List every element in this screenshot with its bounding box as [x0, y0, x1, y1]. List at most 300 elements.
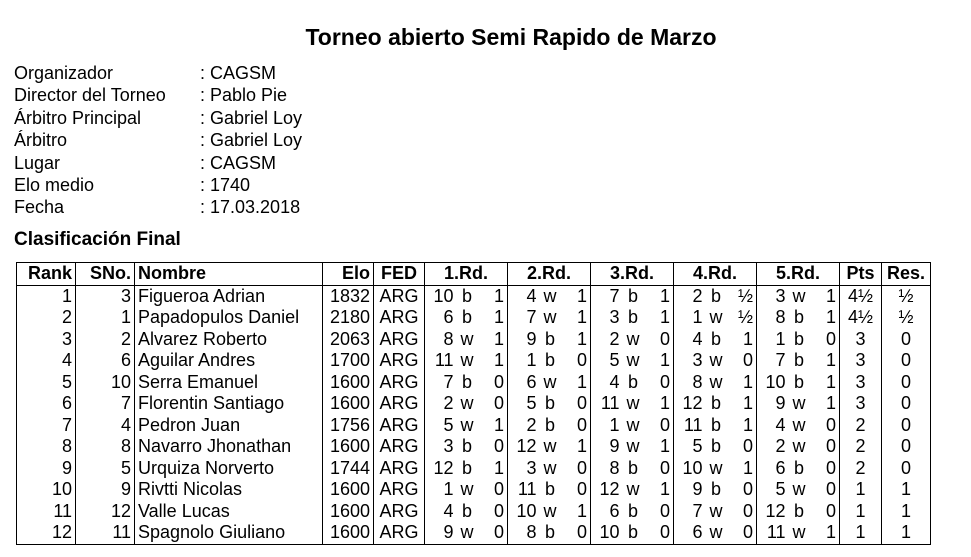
- round-color-cell: w: [543, 436, 557, 457]
- round-result-cell: ½: [737, 285, 753, 306]
- info-value: : CAGSM: [200, 63, 277, 83]
- rank-cell: 11: [17, 501, 76, 523]
- rank-cell: 8: [17, 436, 76, 458]
- round-opponent-cell: 12: [674, 393, 705, 415]
- round-result-cell: 0: [742, 500, 753, 521]
- round-result-cell: 0: [742, 350, 753, 371]
- points-cell: 4½: [840, 307, 882, 329]
- res-cell: 0: [882, 436, 931, 458]
- points-cell: 3: [840, 393, 882, 415]
- round-result-cell: 0: [493, 371, 504, 392]
- fed-cell: ARG: [374, 372, 425, 394]
- fed-cell: ARG: [374, 307, 425, 329]
- round-opponent-cell: 10: [425, 285, 456, 307]
- res-cell: 1: [882, 479, 931, 501]
- info-label: Lugar: [14, 152, 61, 173]
- round-opponent-cell: 5: [757, 479, 788, 501]
- tournament-info: [14, 62, 302, 219]
- round-opponent-cell: 3: [757, 285, 788, 307]
- round-opponent-cell: 10: [757, 372, 788, 394]
- col-header-round: 4.Rd.: [674, 263, 757, 286]
- round-opponent-cell: 7: [425, 372, 456, 394]
- round-opponent-cell: 12: [425, 458, 456, 480]
- rank-cell: 12: [17, 522, 76, 544]
- fed-cell: ARG: [374, 458, 425, 480]
- round-opponent-cell: 1: [591, 415, 622, 437]
- sno-cell: 9: [76, 479, 135, 501]
- points-cell: 3: [840, 329, 882, 351]
- round-color-cell: w: [792, 285, 806, 306]
- rank-cell: 6: [17, 393, 76, 415]
- fed-cell: ARG: [374, 329, 425, 351]
- round-color-cell: w: [543, 457, 557, 478]
- round-result-cell: 1: [659, 285, 670, 306]
- round-color-cell: w: [626, 436, 640, 457]
- rank-cell: 4: [17, 350, 76, 372]
- round-color-cell: b: [793, 500, 804, 521]
- round-color-cell: b: [627, 500, 638, 521]
- round-color-cell: b: [793, 457, 804, 478]
- table-row: [17, 458, 931, 480]
- fed-cell: ARG: [374, 285, 425, 307]
- elo-cell: 1600: [323, 393, 374, 415]
- round-color-cell: b: [710, 414, 721, 435]
- round-opponent-cell: 6: [591, 501, 622, 523]
- round-color-cell: b: [461, 307, 472, 328]
- fed-cell: ARG: [374, 393, 425, 415]
- round-color-cell: w: [543, 500, 557, 521]
- points-cell: 2: [840, 436, 882, 458]
- round-result-cell: 0: [728, 522, 757, 544]
- res-cell: ½: [882, 307, 931, 329]
- sno-cell: 2: [76, 329, 135, 351]
- round-result-cell: 0: [825, 436, 836, 457]
- sno-cell: 1: [76, 307, 135, 329]
- round-color-cell: b: [710, 436, 721, 457]
- round-color-cell: b: [793, 328, 804, 349]
- round-result-cell: 0: [493, 479, 504, 500]
- round-opponent-cell: 4: [757, 415, 788, 437]
- info-label: Árbitro: [14, 130, 68, 151]
- round-color-cell: b: [461, 436, 472, 457]
- sno-cell: 12: [76, 501, 135, 523]
- round-color-cell: w: [460, 328, 474, 349]
- round-opponent-cell: 2: [674, 285, 705, 307]
- elo-cell: 1756: [323, 415, 374, 437]
- info-label: Fecha: [14, 197, 65, 218]
- round-color-cell: w: [543, 285, 557, 306]
- rank-cell: 5: [17, 372, 76, 394]
- round-result-cell: 1: [742, 457, 753, 478]
- sno-cell: 5: [76, 458, 135, 480]
- round-color-cell: b: [793, 371, 804, 392]
- fed-cell: ARG: [374, 415, 425, 437]
- elo-cell: 1600: [323, 501, 374, 523]
- round-opponent-cell: 12: [508, 436, 539, 458]
- round-opponent-cell: 8: [591, 458, 622, 480]
- round-color-cell: b: [544, 479, 555, 500]
- points-cell: 1: [840, 522, 882, 544]
- section-title: Clasificación Final: [14, 229, 181, 250]
- col-header-rank: Rank: [17, 263, 76, 286]
- sno-cell: 3: [76, 285, 135, 307]
- round-color-cell: w: [626, 479, 640, 500]
- info-value: : 17.03.2018: [200, 197, 301, 218]
- round-result-cell: 0: [493, 393, 504, 414]
- round-color-cell: w: [626, 328, 640, 349]
- round-result-cell: 1: [576, 285, 587, 306]
- elo-cell: 1600: [323, 479, 374, 501]
- round-opponent-cell: 4: [591, 372, 622, 394]
- elo-cell: 1744: [323, 458, 374, 480]
- round-result-cell: 1: [659, 436, 670, 457]
- round-result-cell: 0: [659, 414, 670, 435]
- round-opponent-cell: 3: [591, 307, 622, 329]
- player-name-cell: Aguilar Andres: [135, 350, 323, 372]
- col-header-round: 2.Rd.: [508, 263, 591, 286]
- info-row: [14, 84, 302, 106]
- round-result-cell: 1: [659, 393, 670, 414]
- round-opponent-cell: 1: [757, 329, 788, 351]
- round-opponent-cell: 8: [674, 372, 705, 394]
- round-color-cell: b: [544, 350, 555, 371]
- table-row: [17, 436, 931, 458]
- standings-table: [16, 262, 931, 545]
- round-color-cell: w: [460, 393, 474, 414]
- tournament-title: Torneo abierto Semi Rapido de Marzo: [305, 24, 717, 50]
- round-color-cell: b: [539, 522, 562, 544]
- res-cell: 1: [882, 501, 931, 523]
- round-color-cell: w: [792, 436, 806, 457]
- round-color-cell: b: [461, 457, 472, 478]
- round-result-cell: 0: [742, 436, 753, 457]
- round-result-cell: 0: [659, 457, 670, 478]
- elo-cell: 1600: [323, 436, 374, 458]
- round-color-cell: w: [709, 307, 723, 328]
- round-color-cell: b: [627, 371, 638, 392]
- round-opponent-cell: 11: [757, 522, 788, 544]
- round-opponent-cell: 3: [425, 436, 456, 458]
- round-result-cell: 1: [742, 393, 753, 414]
- round-opponent-cell: 10: [591, 522, 622, 544]
- info-label: Organizador: [14, 63, 114, 83]
- round-result-cell: ½: [737, 307, 753, 328]
- round-result-cell: 1: [659, 307, 670, 328]
- points-cell: 2: [840, 458, 882, 480]
- round-color-cell: b: [461, 371, 472, 392]
- round-color-cell: b: [461, 285, 472, 306]
- fed-cell: ARG: [374, 479, 425, 501]
- round-result-cell: 0: [825, 457, 836, 478]
- round-color-cell: b: [627, 307, 638, 328]
- table-header-row: [17, 263, 931, 286]
- round-opponent-cell: 6: [508, 372, 539, 394]
- round-color-cell: w: [543, 307, 557, 328]
- round-color-cell: b: [627, 457, 638, 478]
- info-row: [14, 62, 302, 84]
- round-result-cell: 1: [576, 371, 587, 392]
- res-cell: 1: [882, 522, 931, 544]
- round-result-cell: 1: [493, 307, 504, 328]
- rank-cell: 10: [17, 479, 76, 501]
- round-result-cell: 0: [659, 500, 670, 521]
- player-name-cell: Urquiza Norverto: [135, 458, 323, 480]
- table-row: [17, 501, 931, 523]
- round-opponent-cell: 2: [591, 329, 622, 351]
- round-result-cell: 1: [825, 350, 836, 371]
- elo-cell: 1700: [323, 350, 374, 372]
- round-opponent-cell: 7: [591, 285, 622, 307]
- info-row: [14, 196, 302, 218]
- res-cell: 0: [882, 350, 931, 372]
- round-result-cell: 0: [825, 500, 836, 521]
- round-opponent-cell: 9: [674, 479, 705, 501]
- fed-cell: ARG: [374, 522, 425, 544]
- round-color-cell: w: [709, 457, 723, 478]
- round-result-cell: 1: [825, 371, 836, 392]
- elo-cell: 1600: [323, 522, 374, 544]
- round-opponent-cell: 2: [757, 436, 788, 458]
- table-row: [17, 522, 931, 544]
- round-color-cell: w: [705, 522, 728, 544]
- round-result-cell: 0: [479, 522, 508, 544]
- rank-cell: 9: [17, 458, 76, 480]
- col-header-round: 1.Rd.: [425, 263, 508, 286]
- round-result-cell: 1: [825, 285, 836, 306]
- round-opponent-cell: 10: [508, 501, 539, 523]
- player-name-cell: Florentin Santiago: [135, 393, 323, 415]
- col-header-res: Res.: [882, 263, 931, 286]
- col-header-fed: FED: [374, 263, 425, 286]
- round-color-cell: w: [626, 350, 640, 371]
- player-name-cell: Spagnolo Giuliano: [135, 522, 323, 544]
- res-cell: 0: [882, 415, 931, 437]
- round-opponent-cell: 9: [591, 436, 622, 458]
- round-color-cell: b: [544, 414, 555, 435]
- round-result-cell: 0: [825, 328, 836, 349]
- round-result-cell: 0: [576, 479, 587, 500]
- round-result-cell: 1: [576, 328, 587, 349]
- round-color-cell: w: [460, 479, 474, 500]
- round-result-cell: 1: [493, 457, 504, 478]
- round-opponent-cell: 8: [757, 307, 788, 329]
- points-cell: 4½: [840, 285, 882, 307]
- round-result-cell: 0: [576, 414, 587, 435]
- round-opponent-cell: 11: [508, 479, 539, 501]
- sno-cell: 4: [76, 415, 135, 437]
- round-result-cell: 1: [742, 371, 753, 392]
- round-opponent-cell: 6: [757, 458, 788, 480]
- fed-cell: ARG: [374, 436, 425, 458]
- round-result-cell: 1: [493, 414, 504, 435]
- res-cell: 0: [882, 393, 931, 415]
- rank-cell: 3: [17, 329, 76, 351]
- round-result-cell: 1: [811, 522, 840, 544]
- round-result-cell: 1: [576, 500, 587, 521]
- info-value: : 1740: [200, 175, 251, 196]
- round-result-cell: 0: [742, 479, 753, 500]
- round-color-cell: w: [626, 414, 640, 435]
- res-cell: 0: [882, 329, 931, 351]
- table-row: [17, 479, 931, 501]
- round-result-cell: 0: [493, 436, 504, 457]
- round-color-cell: w: [460, 350, 474, 371]
- res-cell: ½: [882, 285, 931, 307]
- round-result-cell: 0: [825, 479, 836, 500]
- round-color-cell: b: [710, 393, 721, 414]
- rank-cell: 7: [17, 415, 76, 437]
- round-result-cell: 1: [825, 307, 836, 328]
- col-header-elo: Elo: [323, 263, 374, 286]
- round-opponent-cell: 5: [674, 436, 705, 458]
- round-opponent-cell: 12: [757, 501, 788, 523]
- info-value: : Gabriel Loy: [200, 130, 303, 151]
- round-opponent-cell: 2: [508, 415, 539, 437]
- res-cell: 0: [882, 372, 931, 394]
- round-opponent-cell: 9: [757, 393, 788, 415]
- round-result-cell: 0: [645, 522, 674, 544]
- round-color-cell: w: [792, 479, 806, 500]
- table-row: [17, 350, 931, 372]
- elo-cell: 2063: [323, 329, 374, 351]
- round-opponent-cell: 6: [674, 522, 705, 544]
- round-result-cell: 0: [493, 500, 504, 521]
- points-cell: 2: [840, 415, 882, 437]
- fed-cell: ARG: [374, 501, 425, 523]
- info-row: [14, 107, 302, 129]
- info-value: : Gabriel Loy: [200, 107, 303, 128]
- round-result-cell: 1: [825, 393, 836, 414]
- player-name-cell: Papadopulos Daniel: [135, 307, 323, 329]
- round-opponent-cell: 1: [674, 307, 705, 329]
- round-opponent-cell: 9: [508, 329, 539, 351]
- col-header-name: Nombre: [135, 263, 323, 286]
- round-result-cell: 0: [659, 328, 670, 349]
- round-opponent-cell: 11: [674, 415, 705, 437]
- round-opponent-cell: 7: [674, 501, 705, 523]
- round-color-cell: w: [460, 414, 474, 435]
- col-header-round: 5.Rd.: [757, 263, 840, 286]
- table-row: [17, 307, 931, 329]
- sno-cell: 10: [76, 372, 135, 394]
- round-color-cell: w: [709, 350, 723, 371]
- info-label: Árbitro Principal: [14, 107, 142, 128]
- round-result-cell: 1: [742, 414, 753, 435]
- info-row: [14, 152, 302, 174]
- round-result-cell: 0: [576, 393, 587, 414]
- round-result-cell: 0: [825, 414, 836, 435]
- round-color-cell: w: [456, 522, 479, 544]
- round-result-cell: 1: [576, 436, 587, 457]
- col-header-sno: SNo.: [76, 263, 135, 286]
- round-color-cell: w: [788, 522, 811, 544]
- elo-cell: 2180: [323, 307, 374, 329]
- round-color-cell: b: [710, 285, 721, 306]
- table-row: [17, 393, 931, 415]
- round-color-cell: b: [710, 328, 721, 349]
- round-color-cell: b: [544, 393, 555, 414]
- round-opponent-cell: 3: [674, 350, 705, 372]
- round-opponent-cell: 4: [508, 285, 539, 307]
- round-result-cell: 0: [562, 522, 591, 544]
- round-opponent-cell: 8: [425, 329, 456, 351]
- rank-cell: 2: [17, 307, 76, 329]
- round-opponent-cell: 1: [425, 479, 456, 501]
- round-color-cell: w: [626, 393, 640, 414]
- rank-cell: 1: [17, 285, 76, 307]
- info-value: : Pablo Pie: [200, 85, 288, 106]
- round-opponent-cell: 12: [591, 479, 622, 501]
- round-opponent-cell: 6: [425, 307, 456, 329]
- round-opponent-cell: 9: [425, 522, 456, 544]
- player-name-cell: Rivtti Nicolas: [135, 479, 323, 501]
- round-opponent-cell: 5: [508, 393, 539, 415]
- round-opponent-cell: 1: [508, 350, 539, 372]
- info-value: : CAGSM: [200, 152, 277, 173]
- player-name-cell: Alvarez Roberto: [135, 329, 323, 351]
- round-result-cell: 1: [576, 307, 587, 328]
- round-result-cell: 1: [493, 285, 504, 306]
- info-row: [14, 174, 302, 196]
- round-color-cell: b: [627, 285, 638, 306]
- player-name-cell: Pedron Juan: [135, 415, 323, 437]
- elo-cell: 1832: [323, 285, 374, 307]
- round-color-cell: b: [793, 307, 804, 328]
- points-cell: 3: [840, 350, 882, 372]
- player-name-cell: Valle Lucas: [135, 501, 323, 523]
- player-name-cell: Serra Emanuel: [135, 372, 323, 394]
- sno-cell: 7: [76, 393, 135, 415]
- points-cell: 1: [840, 479, 882, 501]
- round-opponent-cell: 4: [425, 501, 456, 523]
- round-result-cell: 1: [493, 350, 504, 371]
- round-color-cell: w: [709, 371, 723, 392]
- table-row: [17, 285, 931, 307]
- round-color-cell: b: [461, 500, 472, 521]
- round-result-cell: 1: [659, 479, 670, 500]
- round-color-cell: w: [709, 500, 723, 521]
- round-opponent-cell: 11: [591, 393, 622, 415]
- round-color-cell: w: [792, 393, 806, 414]
- col-header-pts: Pts: [840, 263, 882, 286]
- round-result-cell: 1: [742, 328, 753, 349]
- round-opponent-cell: 5: [425, 415, 456, 437]
- round-result-cell: 0: [659, 371, 670, 392]
- round-opponent-cell: 7: [757, 350, 788, 372]
- info-label: Elo medio: [14, 175, 95, 196]
- table-row: [17, 415, 931, 437]
- round-opponent-cell: 4: [674, 329, 705, 351]
- points-cell: 1: [840, 501, 882, 523]
- round-color-cell: b: [710, 479, 721, 500]
- fed-cell: ARG: [374, 350, 425, 372]
- round-opponent-cell: 10: [674, 458, 705, 480]
- round-opponent-cell: 3: [508, 458, 539, 480]
- round-color-cell: b: [793, 350, 804, 371]
- round-opponent-cell: 2: [425, 393, 456, 415]
- round-color-cell: b: [544, 328, 555, 349]
- info-label: Director del Torneo: [14, 85, 166, 106]
- col-header-round: 3.Rd.: [591, 263, 674, 286]
- table-row: [17, 372, 931, 394]
- points-cell: 3: [840, 372, 882, 394]
- round-color-cell: w: [792, 414, 806, 435]
- round-opponent-cell: 8: [508, 522, 539, 544]
- table-row: [17, 329, 931, 351]
- round-color-cell: b: [622, 522, 645, 544]
- round-result-cell: 0: [576, 457, 587, 478]
- info-row: [14, 129, 302, 151]
